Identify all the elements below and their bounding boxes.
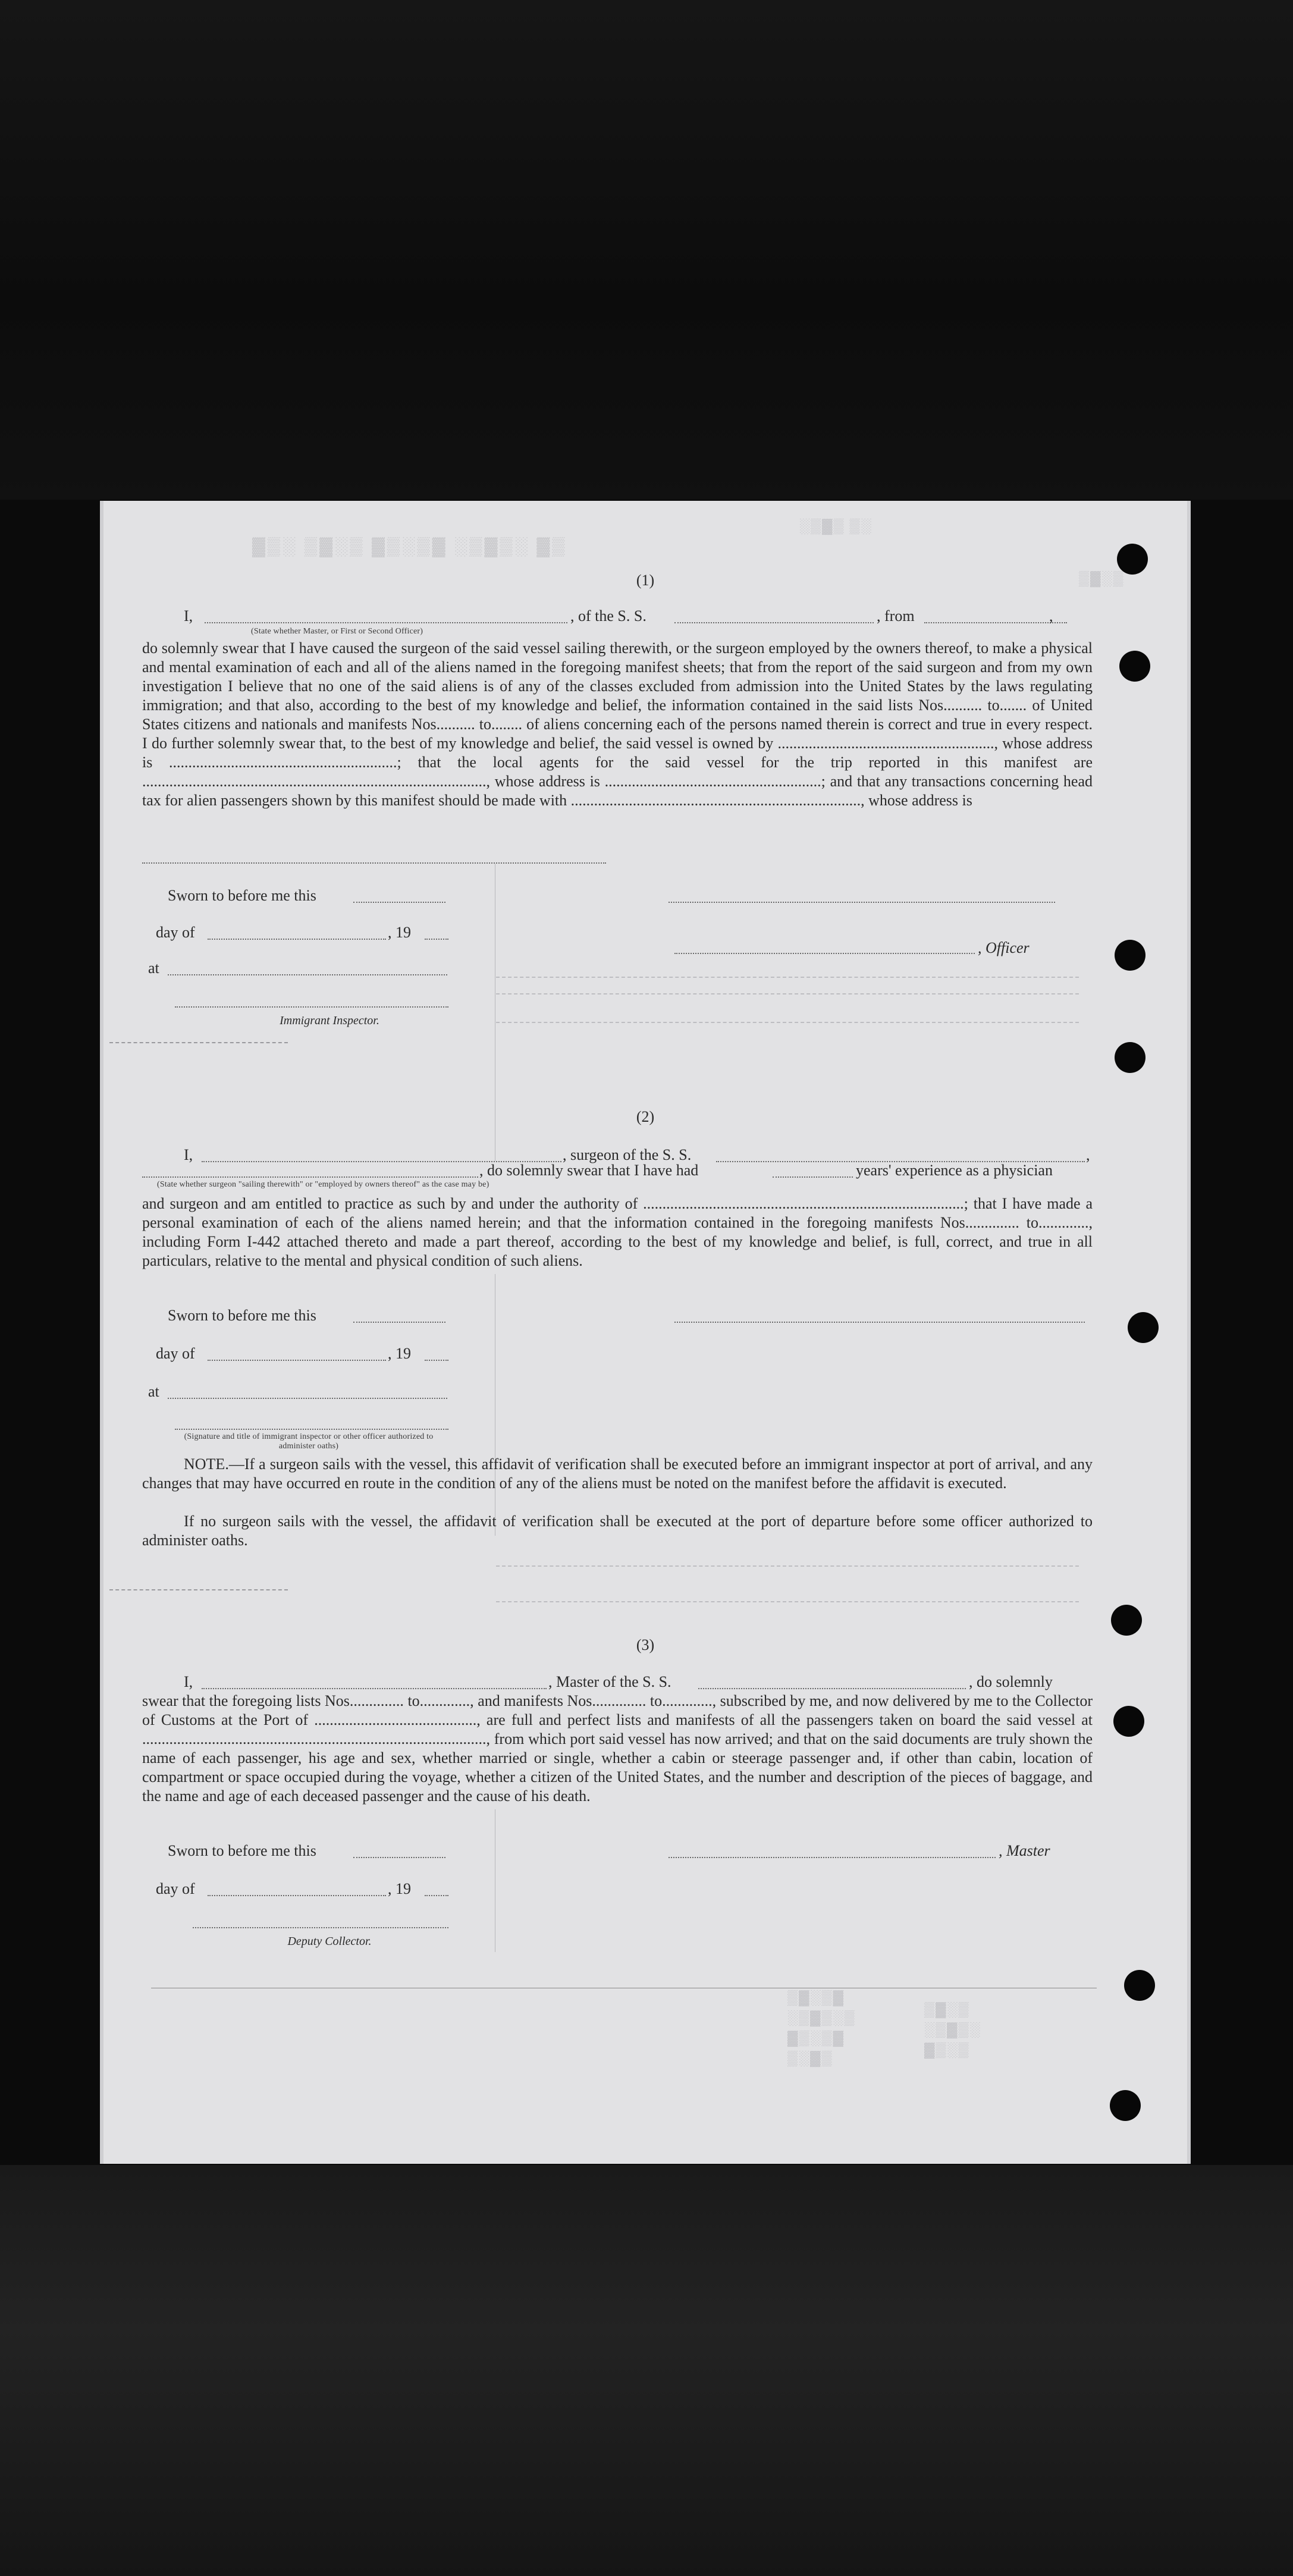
day-blank-2[interactable] — [208, 1360, 386, 1361]
address-blank[interactable] — [142, 862, 606, 864]
punch-hole — [1111, 1605, 1142, 1636]
section-1-tail: , — [1049, 607, 1053, 625]
at-label-2: at — [148, 1383, 159, 1400]
section-2-surgeon-of: , surgeon of the S. S. — [563, 1146, 692, 1163]
section-1-of-ss: , of the S. S. — [570, 607, 646, 625]
section-1-body: do solemnly swear that I have caused the surgeon of the said vessel sailing therewith, or the surgeon employed by the owners thereof, to make a physical and mental examination of each and all of the aliens named in the foregoing manifest sheets; that from the report of the said surgeon and from my own investigation I believe that no one of the said aliens is of any of the classes excluded from admission into the United States by the laws regulating immigration; and that also, according to the best of my knowledge and belief, the information contained in the said lists Nos.......... to....... of United States citizens and nationals and manifests Nos.......... to........ of aliens concerning each of the persons named therein is correct and true in every respect. I do further solemnly swear that, to the best of my knowledge and belief, the said vessel is owned by ........................................................, whose address is ...........................................................; that the local agents for the said vessel for the trip reported in this manifest are ........................................................................................., whose address is ........................................................; and that any transactions concerning head tax for alien passengers shown by this manifest should be made with ..........................................................................., whose address is — [142, 639, 1093, 809]
year-label-2: , 19 — [388, 1345, 411, 1362]
section-3-body: swear that the foregoing lists Nos.............. to............., and manifests Nos.............. to............., subscribed by me, and now delivered by me to the Collector of Customs at the Port of .........................................., are full and perfect lists and manifests of all the passengers taken on board the said vessel at ........................................................................................., from which port said vessel has now arrived; and that on the said documents are truly shown the name of each passenger, his age and sex, whether married or single, whether a cabin or steerage passenger and, if other than cabin, location of compartment or space occupied during the voyage, whether a citizen of the United States, and the number and description of the pieces of baggage, and the name and age of each deceased passenger and the cause of his death. — [142, 1692, 1093, 1805]
year-blank-2[interactable] — [425, 1360, 448, 1361]
day-of-label-3: day of — [156, 1880, 195, 1897]
bleed-through-text: ▓▒░ ▒▓░▒ ▓▒░▒▓ ░▒▓▒░ ▓▒ — [252, 536, 567, 556]
day-of-label: day of — [156, 924, 195, 941]
sworn-label-3: Sworn to before me this — [168, 1842, 316, 1859]
punch-hole — [1115, 940, 1146, 971]
section-2-number: (2) — [636, 1108, 655, 1125]
section-3-i: I, — [184, 1673, 193, 1690]
section-3-master-of: , Master of the S. S. — [548, 1673, 671, 1690]
at-blank[interactable] — [168, 974, 447, 975]
officer-label: , Officer — [978, 939, 1030, 956]
year-blank[interactable] — [425, 939, 448, 940]
bleed-through-text: ░▒▓▒ ▒░ — [799, 519, 873, 534]
year-blank-3[interactable] — [425, 1895, 448, 1896]
bleed-through-text: ▒▓░▒▓ ░▒▓▒░▒ ▓▒░▒▓ ▒░▓▒ — [787, 1990, 856, 2066]
section-3-number: (3) — [636, 1636, 655, 1653]
day-blank-3[interactable] — [208, 1895, 386, 1896]
bleed-through-line — [496, 977, 1079, 978]
signatory-caption-2: (Signature and title of immigrant inspector or other officer authorized to administer oaths) — [184, 1432, 434, 1451]
bleed-through-line — [496, 1601, 1079, 1602]
section-1-caption: (State whether Master, or First or Second Officer) — [251, 627, 423, 636]
master-signature-blank[interactable] — [669, 1857, 996, 1858]
signature-blank[interactable] — [669, 902, 1055, 903]
year-label-3: , 19 — [388, 1880, 411, 1897]
name-blank[interactable] — [205, 622, 567, 623]
punch-hole — [1113, 1706, 1144, 1737]
sworn-date-blank[interactable] — [353, 902, 445, 903]
master-name-blank[interactable] — [202, 1688, 547, 1689]
section-2-caption: (State whether surgeon "sailing therewith" or "employed by owners thereof" as the case may be) — [157, 1180, 489, 1189]
punch-hole — [1124, 1970, 1155, 2001]
scan-background-bottom — [0, 2165, 1293, 2576]
section-1-from: , from — [877, 607, 915, 625]
day-blank[interactable] — [208, 939, 386, 940]
bleed-through-line — [496, 1022, 1079, 1023]
note-2: If no surgeon sails with the vessel, the affidavit of verification shall be executed at the port of departure before some officer authorized to administer oaths. — [142, 1513, 1093, 1549]
form-page — [100, 501, 1191, 2164]
sworn-date-blank-3[interactable] — [353, 1857, 445, 1858]
bleed-through-line — [109, 1042, 288, 1043]
master-vessel-blank[interactable] — [698, 1688, 966, 1689]
year-label: , 19 — [388, 924, 411, 941]
years-blank[interactable] — [773, 1176, 853, 1178]
section-2-swear: , do solemnly swear that I have had — [479, 1162, 699, 1179]
section-2-years: years' experience as a physician — [856, 1162, 1053, 1179]
day-of-label-2: day of — [156, 1345, 195, 1362]
bleed-through-line — [496, 993, 1079, 994]
sworn-label: Sworn to before me this — [168, 887, 316, 904]
sworn-label-2: Sworn to before me this — [168, 1307, 316, 1324]
at-blank-2[interactable] — [168, 1398, 447, 1399]
punch-hole — [1119, 651, 1150, 682]
section-2-body: and surgeon and am entitled to practice as such by and under the authority of ...................................................................................; that I have made a personal examination of each of the aliens named herein; and that the information contained in the foregoing manifests Nos.............. to............., including Form I-442 attached thereto and made a part thereof, according to the best of my knowledge and belief, is full, correct, and true in all particulars, relative to the mental and physical condition of such aliens. — [142, 1195, 1093, 1269]
inspector-signature-blank[interactable] — [175, 1006, 448, 1008]
collector-signature-blank[interactable] — [193, 1927, 448, 1928]
surgeon-signature-blank[interactable] — [674, 1322, 1085, 1323]
punch-hole — [1117, 544, 1148, 575]
bleed-through-line — [109, 1589, 288, 1590]
officer-blank[interactable] — [674, 953, 975, 954]
at-label: at — [148, 959, 159, 977]
master-label: , Master — [999, 1842, 1050, 1859]
note-1: NOTE.—If a surgeon sails with the vessel, this affidavit of verification shall be executed before an immigrant inspector at port of arrival, and any changes that may have occurred en route in the condition of any of the aliens must be noted on the manifest before the affidavit is executed. — [142, 1455, 1093, 1492]
section-1-i: I, — [184, 607, 193, 625]
from-blank[interactable] — [924, 622, 1067, 623]
inspector-label: Immigrant Inspector. — [280, 1014, 379, 1027]
officer-signature-blank-2[interactable] — [175, 1429, 448, 1430]
vessel-blank[interactable] — [674, 622, 874, 623]
punch-hole — [1110, 2090, 1141, 2121]
bleed-through-text: ▒▓░▒ ░▒▓▒░ ▓▒░▒ — [924, 2002, 981, 2058]
section-2-tail: , — [1086, 1146, 1090, 1163]
bleed-through-line — [496, 1565, 1079, 1567]
scan-background-top — [0, 0, 1293, 500]
section-1-number: (1) — [636, 572, 655, 589]
sworn-date-blank-2[interactable] — [353, 1322, 445, 1323]
surgeon-status-blank[interactable] — [142, 1176, 478, 1178]
punch-hole — [1115, 1042, 1146, 1073]
punch-hole — [1128, 1312, 1159, 1343]
section-2-i: I, — [184, 1146, 193, 1163]
bleed-through-text: ▒▓░▒ — [1079, 571, 1125, 586]
collector-label: Deputy Collector. — [287, 1935, 372, 1948]
section-3-solemnly: , do solemnly — [969, 1673, 1053, 1690]
